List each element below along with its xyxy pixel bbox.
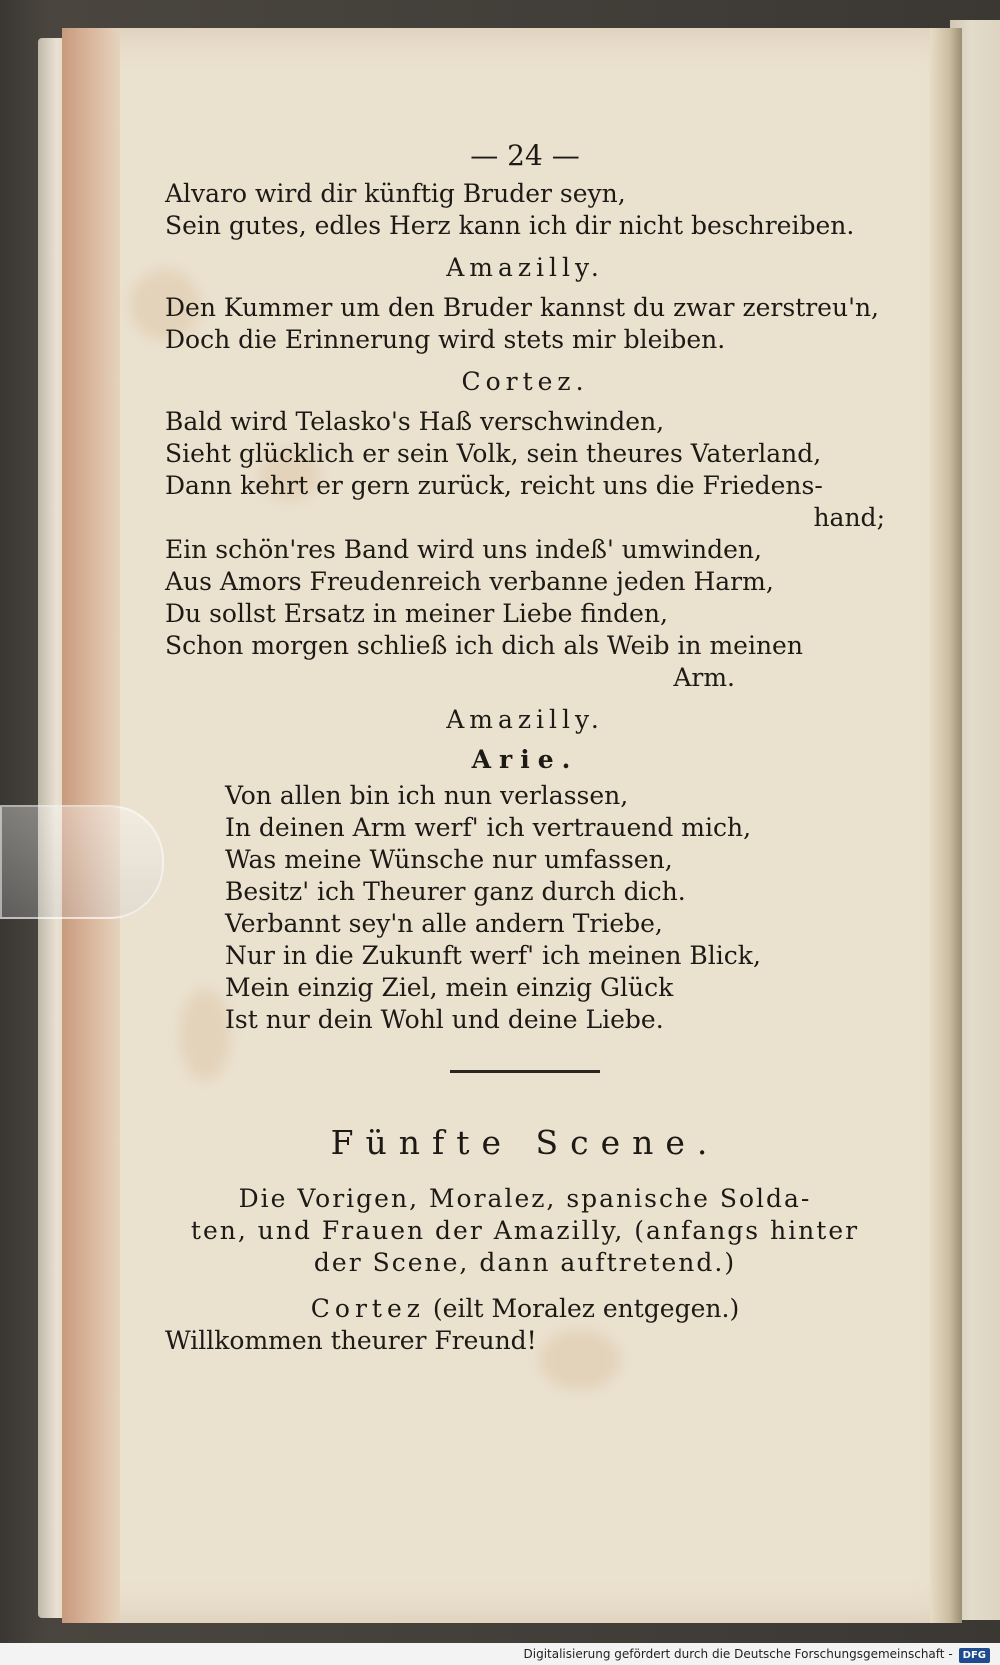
verse-line: Alvaro wird dir künftig Bruder seyn, xyxy=(165,179,626,208)
scene-section xyxy=(165,1123,885,1357)
verse-line: Sieht glücklich er sein Volk, sein theures Vaterland, xyxy=(165,439,822,468)
speech-block xyxy=(165,366,885,694)
verse-line: Willkommen theurer Freund! xyxy=(165,1326,537,1355)
aria-line: Mein einzig Ziel, mein einzig Glück xyxy=(225,973,674,1002)
aria-line: Besitz' ich Theurer ganz durch dich. xyxy=(225,877,686,906)
speaker-with-action xyxy=(165,1293,885,1325)
aria-line: Von allen bin ich nun verlassen, xyxy=(225,781,629,810)
verse-block xyxy=(165,178,885,242)
verse-line: Dann kehrt er gern zurück, reicht uns die Friedens- xyxy=(165,471,823,500)
page-number: — 24 — xyxy=(470,139,580,172)
aria-verses xyxy=(165,780,885,1036)
page-text xyxy=(165,140,885,1357)
speaker-name: Cortez xyxy=(310,1294,425,1323)
stage-action: (eilt Moralez entgegen.) xyxy=(432,1294,740,1323)
stage-direction-line: Die Vorigen, Moralez, spanische Solda- xyxy=(238,1184,812,1213)
digitization-footer xyxy=(0,1643,1000,1665)
aria-section xyxy=(165,704,885,1036)
stage-direction-line: der Scene, dann auftretend.) xyxy=(313,1248,737,1277)
verse-line: Den Kummer um den Bruder kannst du zwar zerstreu'n, xyxy=(165,293,880,322)
speaker-name: Amazilly. xyxy=(446,253,604,282)
speaker-name: Cortez. xyxy=(461,367,589,396)
page-gutter xyxy=(930,28,962,1623)
dfg-logo: DFG xyxy=(959,1648,990,1663)
verse-line: Aus Amors Freudenreich verbanne jeden Harm, xyxy=(165,567,774,596)
verse-line: Du sollst Ersatz in meiner Liebe finden, xyxy=(165,599,668,628)
verse-line: Doch die Erinnerung wird stets mir bleiben. xyxy=(165,325,726,354)
aria-line: In deinen Arm werf' ich vertrauend mich, xyxy=(225,813,752,842)
aria-label: Arie. xyxy=(471,745,579,774)
page-clamp xyxy=(0,805,164,919)
scene-title: Fünfte Scene. xyxy=(330,1123,720,1162)
aria-line: Was meine Wünsche nur umfassen, xyxy=(225,845,673,874)
verse-line: Schon morgen schließ ich dich als Weib in meinen xyxy=(165,631,803,660)
stage-direction-line: ten, und Frauen der Amazilly, (anfangs hinter xyxy=(190,1216,860,1245)
verse-line: Bald wird Telasko's Haß verschwinden, xyxy=(165,407,665,436)
verse-line: Sein gutes, edles Herz kann ich dir nicht beschreiben. xyxy=(165,211,855,240)
verse-line-continuation: hand; xyxy=(813,503,885,532)
speaker-name: Amazilly. xyxy=(446,705,604,734)
aria-line: Verbannt sey'n alle andern Triebe, xyxy=(225,909,663,938)
footer-credit: Digitalisierung gefördert durch die Deutsche Forschungsgemeinschaft - xyxy=(523,1647,953,1661)
aria-line: Ist nur dein Wohl und deine Liebe. xyxy=(225,1005,664,1034)
speech-block xyxy=(165,252,885,356)
section-divider xyxy=(450,1070,600,1073)
verse-line-continuation: Arm. xyxy=(673,663,735,692)
verse-line: Ein schön'res Band wird uns indeß' umwinden, xyxy=(165,535,762,564)
aria-line: Nur in die Zukunft werf' ich meinen Blick, xyxy=(225,941,761,970)
